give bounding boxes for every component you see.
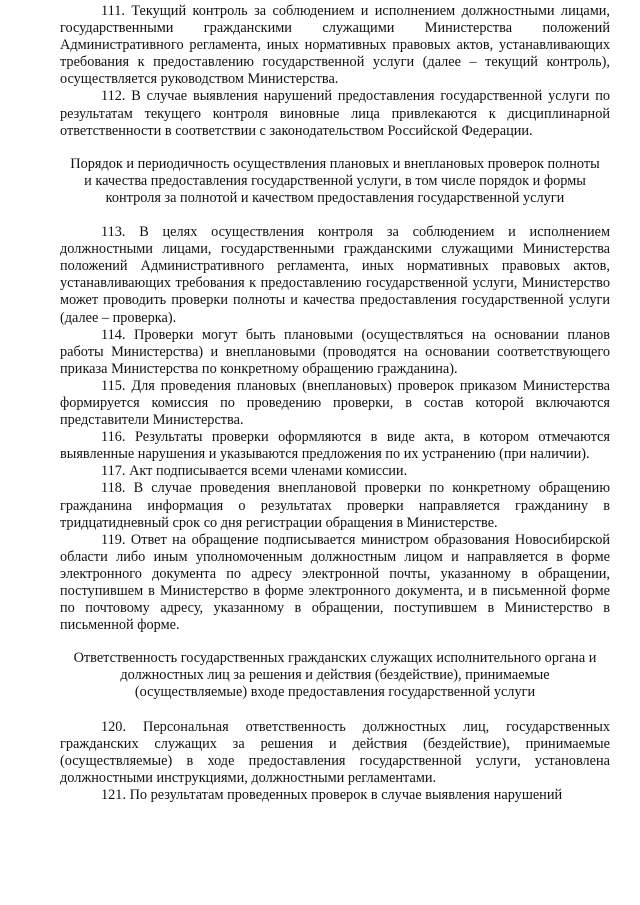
paragraph-121: 121. По результатам проведенных проверок в случае выявления нарушений xyxy=(101,786,563,803)
section-heading-inspections: Порядок и периодичность осуществления плановых и внеплановых проверок полноты и качества предоставления государственной услуги, в том числе порядок и формы контроля за полнотой и качеством предоставления государственной услуги xyxy=(70,155,600,206)
section-heading-responsibility: Ответственность государственных гражданских служащих исполнительного органа и должностных лиц за решения и действия (бездействие), принимаемые (осуществляемые) входе предоставления государственной услуги xyxy=(73,650,597,701)
paragraph-117: 117. Акт подписывается всеми членами комиссии. xyxy=(101,463,408,480)
paragraph-118: 118. В случае проведения внеплановой проверки по конкретному обращению гражданина информация о результатах проверки направляется гражданину в тридцатидневный срок со дня регистрации обращения в Министерстве. xyxy=(60,480,610,531)
paragraph-111: 111. Текущий контроль за соблюдением и исполнением должностными лицами, государственными гражданскими служащими Министерства положений Административного регламента, иных нормативных правовых актов, устанавливающих требования к предоставлению государственной услуги (далее – текущий контроль), осуществляется руководством Министерства. xyxy=(60,3,610,88)
paragraph-112: 112. В случае выявления нарушений предоставления государственной услуги по результатам текущего контроля виновные лица привлекаются к дисциплинарной ответственности в соответствии с законодательством Российской Федерации. xyxy=(60,88,610,139)
document-page xyxy=(60,3,610,804)
paragraph-116: 116. Результаты проверки оформляются в виде акта, в котором отмечаются выявленные нарушения и указываются предложения по их устранению (при наличии). xyxy=(60,429,610,463)
paragraph-120: 120. Персональная ответственность должностных лиц, государственных гражданских служащих за решения и действия (бездействие), принимаемые (осуществляемые) в ходе предоставления государственной услуги, установлена должностными инструкциями, должностными регламентами. xyxy=(60,718,610,786)
paragraph-113: 113. В целях осуществления контроля за соблюдением и исполнением должностными лицами, государственными гражданскими служащими Министерства положений Административного регламента, иных нормативных правовых актов, устанавливающих требования к предоставлению государственной услуги, Министерство может проводить проверки полноты и качества предоставления государственной услуги (далее – проверка). xyxy=(60,224,610,326)
paragraph-119: 119. Ответ на обращение подписывается министром образования Новосибирской области либо иным уполномоченным должностным лицом и направляется в форме электронного документа по адресу электронной почты, указанному в обращении, поступившем в Министерство в форме электронного документа, и в письменной форме по почтовому адресу, указанному в обращении, поступившем в Министерство в письменной форме. xyxy=(60,531,610,634)
paragraph-114: 114. Проверки могут быть плановыми (осуществляться на основании планов работы Министерства) и внеплановыми (проводятся на основании соответствующего приказа Министерства по конкретному обращению гражданина). xyxy=(60,326,610,377)
paragraph-115: 115. Для проведения плановых (внеплановых) проверок приказом Министерства формируется комиссия по проведению проверки, в состав которой включаются представители Министерства. xyxy=(60,377,610,429)
